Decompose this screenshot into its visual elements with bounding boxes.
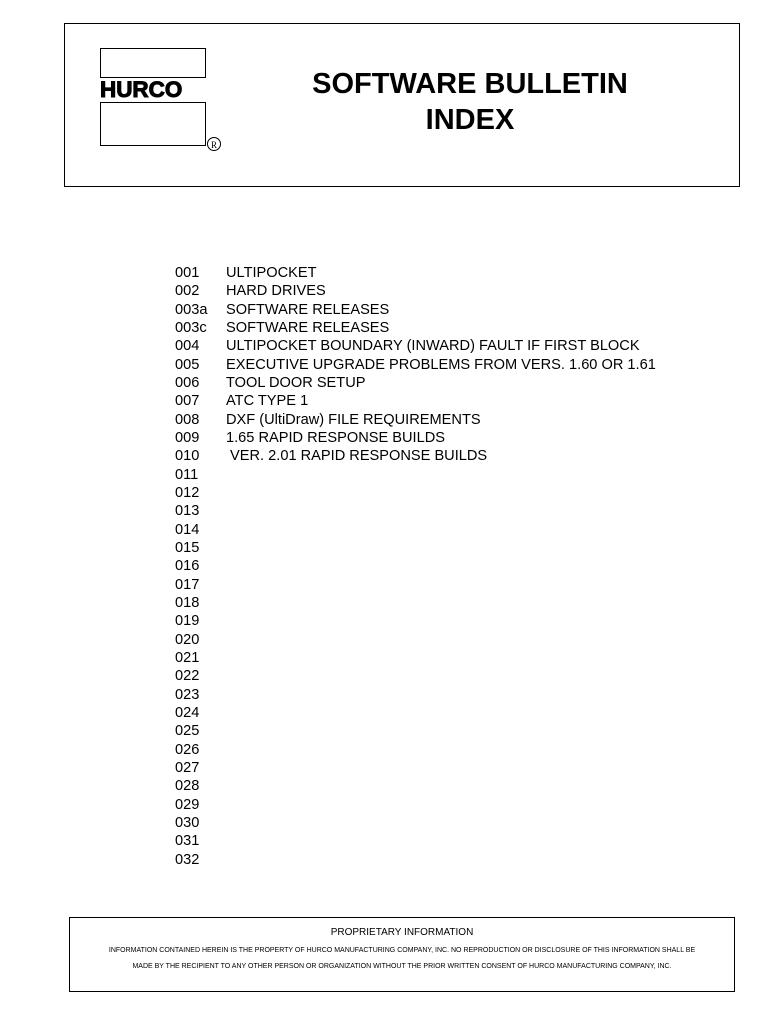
bulletin-number: 026	[175, 741, 200, 758]
bulletin-number: 009	[175, 429, 200, 446]
bulletin-item	[175, 759, 735, 777]
bulletin-number: 004	[175, 338, 200, 355]
bulletin-number: 010	[175, 448, 200, 465]
bulletin-title: TOOL DOOR SETUP	[226, 374, 366, 391]
page-title	[285, 66, 655, 138]
bulletin-number: 014	[175, 521, 200, 538]
bulletin-number: 018	[175, 594, 200, 611]
bulletin-item	[175, 686, 735, 704]
bulletin-item	[175, 796, 735, 814]
hurco-logo	[100, 48, 217, 150]
bulletin-number: 013	[175, 503, 200, 520]
bulletin-number: 024	[175, 704, 200, 721]
bulletin-item	[175, 557, 735, 575]
bulletin-number: 028	[175, 778, 200, 795]
bulletin-number: 032	[175, 851, 200, 868]
bulletin-number: 020	[175, 631, 200, 648]
bulletin-item	[175, 429, 735, 447]
bulletin-index-list	[175, 264, 735, 869]
bulletin-item	[175, 264, 735, 282]
bulletin-number: 006	[175, 374, 200, 391]
header-box	[64, 23, 740, 187]
bulletin-number: 017	[175, 576, 200, 593]
bulletin-title: SOFTWARE RELEASES	[226, 319, 390, 336]
logo-bottom-box	[100, 102, 206, 146]
bulletin-number: 016	[175, 558, 200, 575]
bulletin-item	[175, 832, 735, 850]
bulletin-number: 002	[175, 283, 200, 300]
registered-trademark-icon: R	[207, 137, 221, 151]
bulletin-item	[175, 282, 735, 300]
bulletin-item	[175, 356, 735, 374]
bulletin-title: ULTIPOCKET BOUNDARY (INWARD) FAULT IF FIRST BLOCK	[226, 338, 640, 355]
title-line-1: SOFTWARE BULLETIN	[312, 68, 628, 100]
title-line-2: INDEX	[425, 104, 515, 136]
bulletin-title: ULTIPOCKET	[226, 265, 317, 281]
bulletin-title: EXECUTIVE UPGRADE PROBLEMS FROM VERS. 1.60 OR 1.61	[226, 356, 656, 373]
bulletin-item	[175, 337, 735, 355]
bulletin-item	[175, 649, 735, 667]
bulletin-number: 003c	[175, 319, 207, 336]
notice-title: PROPRIETARY INFORMATION	[330, 927, 474, 938]
bulletin-item	[175, 392, 735, 410]
bulletin-number: 023	[175, 686, 200, 703]
bulletin-title: ATC TYPE 1	[226, 393, 309, 410]
bulletin-item	[175, 594, 735, 612]
bulletin-item	[175, 777, 735, 795]
bulletin-item	[175, 301, 735, 319]
bulletin-item	[175, 851, 735, 869]
bulletin-number: 031	[175, 833, 200, 850]
bulletin-item	[175, 502, 735, 520]
bulletin-item	[175, 484, 735, 502]
bulletin-item	[175, 612, 735, 630]
bulletin-item	[175, 741, 735, 759]
bulletin-item	[175, 374, 735, 392]
bulletin-number: 011	[175, 466, 199, 483]
bulletin-number: 001	[175, 265, 200, 281]
bulletin-item	[175, 539, 735, 557]
proprietary-notice	[69, 917, 735, 992]
bulletin-item	[175, 521, 735, 539]
bulletin-number: 027	[175, 759, 200, 776]
bulletin-number: 015	[175, 539, 200, 556]
bulletin-item	[175, 667, 735, 685]
bulletin-number: 025	[175, 723, 200, 740]
bulletin-item	[175, 631, 735, 649]
bulletin-item	[175, 722, 735, 740]
bulletin-number: 029	[175, 796, 200, 813]
bulletin-number: 008	[175, 411, 200, 428]
bulletin-number: 022	[175, 668, 200, 685]
bulletin-number: 030	[175, 814, 200, 831]
bulletin-item	[175, 447, 735, 465]
bulletin-item	[175, 814, 735, 832]
bulletin-item	[175, 466, 735, 484]
bulletin-item	[175, 319, 735, 337]
bulletin-title: DXF (UltiDraw) FILE REQUIREMENTS	[226, 411, 481, 428]
bulletin-number: 003a	[175, 301, 208, 318]
bulletin-number: 021	[175, 649, 200, 666]
notice-line-2: MADE BY THE RECIPIENT TO ANY OTHER PERSON OR ORGANIZATION WITHOUT THE PRIOR WRITTEN CONSENT OF HURCO MANUFACTURING COMPANY, INC.	[132, 963, 672, 970]
bulletin-number: 019	[175, 613, 200, 630]
bulletin-item	[175, 704, 735, 722]
bulletin-number: 007	[175, 393, 200, 410]
notice-line-1: INFORMATION CONTAINED HEREIN IS THE PROPERTY OF HURCO MANUFACTURING COMPANY, INC. NO REPRODUCTION OR DISCLOSURE OF THIS INFORMATION SHALL BE	[108, 947, 696, 954]
bulletin-title: HARD DRIVES	[226, 283, 326, 300]
bulletin-item	[175, 576, 735, 594]
bulletin-title: VER. 2.01 RAPID RESPONSE BUILDS	[226, 448, 488, 465]
bulletin-item	[175, 411, 735, 429]
logo-top-box	[100, 48, 206, 78]
bulletin-number: 005	[175, 356, 200, 373]
bulletin-title: SOFTWARE RELEASES	[226, 301, 390, 318]
bulletin-title: 1.65 RAPID RESPONSE BUILDS	[226, 429, 445, 446]
logo-wordmark: HURCO	[100, 77, 183, 102]
bulletin-number: 012	[175, 484, 200, 501]
